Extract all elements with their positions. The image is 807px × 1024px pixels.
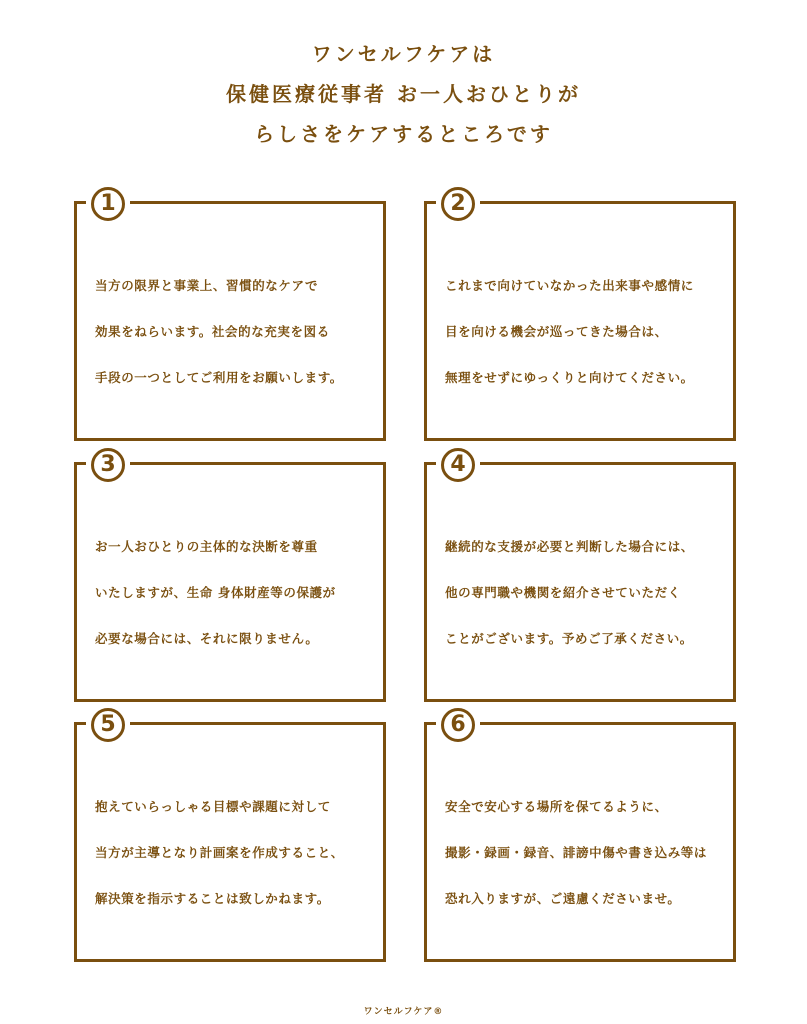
card-text-line: 目を向ける機会が巡ってきた場合は、 (445, 324, 668, 339)
card-text-line: ことがございます。予めご了承ください。 (445, 631, 693, 646)
header-line-2: 保健医療従事者 お一人おひとりが (226, 82, 581, 106)
card-text-line: 当方が主導となり計画案を作成すること、 (95, 845, 344, 860)
card-text-line: 恐れ入りますが、ご遠慮くださいませ。 (445, 891, 681, 906)
card-number-badge (86, 703, 130, 747)
card-text-line: 必要な場合には、それに限りません。 (95, 631, 319, 646)
header-line-1: ワンセルフケアは (311, 42, 496, 66)
card-number: 4 (441, 448, 475, 482)
policy-card-2 (424, 191, 736, 441)
card-text-line: 効果をねらいます。社会的な充実を図る (95, 324, 330, 339)
card-text-line: いたしますが、生命 身体財産等の保護が (95, 585, 336, 600)
card-text-line: お一人おひとりの主体的な決断を尊重 (95, 539, 318, 554)
card-number-badge (436, 703, 480, 747)
card-number: 3 (91, 448, 125, 482)
header-line-3: らしさをケアするところです (254, 122, 553, 146)
card-text-line: 当方の限界と事業上、習慣的なケアで (95, 278, 319, 293)
policy-card-3 (74, 452, 386, 702)
card-number-badge (86, 182, 130, 226)
page-header (0, 34, 807, 154)
card-number-badge (86, 443, 130, 487)
card-text-line: 他の専門職や機関を紹介させていただく (445, 585, 681, 600)
card-number-badge (436, 182, 480, 226)
card-text-line: 手段の一つとしてご利用をお願いします。 (95, 370, 343, 385)
policy-card-5 (74, 712, 386, 962)
card-text-line: 無理をせずにゆっくりと向けてください。 (445, 370, 694, 385)
policy-card-6 (424, 712, 736, 962)
card-number: 2 (441, 187, 475, 221)
policy-card-1 (74, 191, 386, 441)
card-text-line: 継続的な支援が必要と判断した場合には、 (445, 539, 694, 554)
card-number-badge (436, 443, 480, 487)
card-text-line: 解決策を指示することは致しかねます。 (95, 891, 330, 906)
card-text-line: 安全で安心する場所を保てるように、 (445, 799, 668, 814)
card-number: 6 (441, 708, 475, 742)
card-number: 5 (91, 708, 125, 742)
card-number: 1 (91, 187, 125, 221)
footer-brand: ワンセルフケア® (363, 1007, 444, 1017)
card-text-line: 撮影・録画・録音、誹謗中傷や書き込み等は (445, 845, 708, 860)
card-text-line: 抱えていらっしゃる目標や課題に対して (95, 799, 331, 814)
policy-card-4 (424, 452, 736, 702)
card-text-line: これまで向けていなかった出来事や感情に (445, 278, 694, 293)
